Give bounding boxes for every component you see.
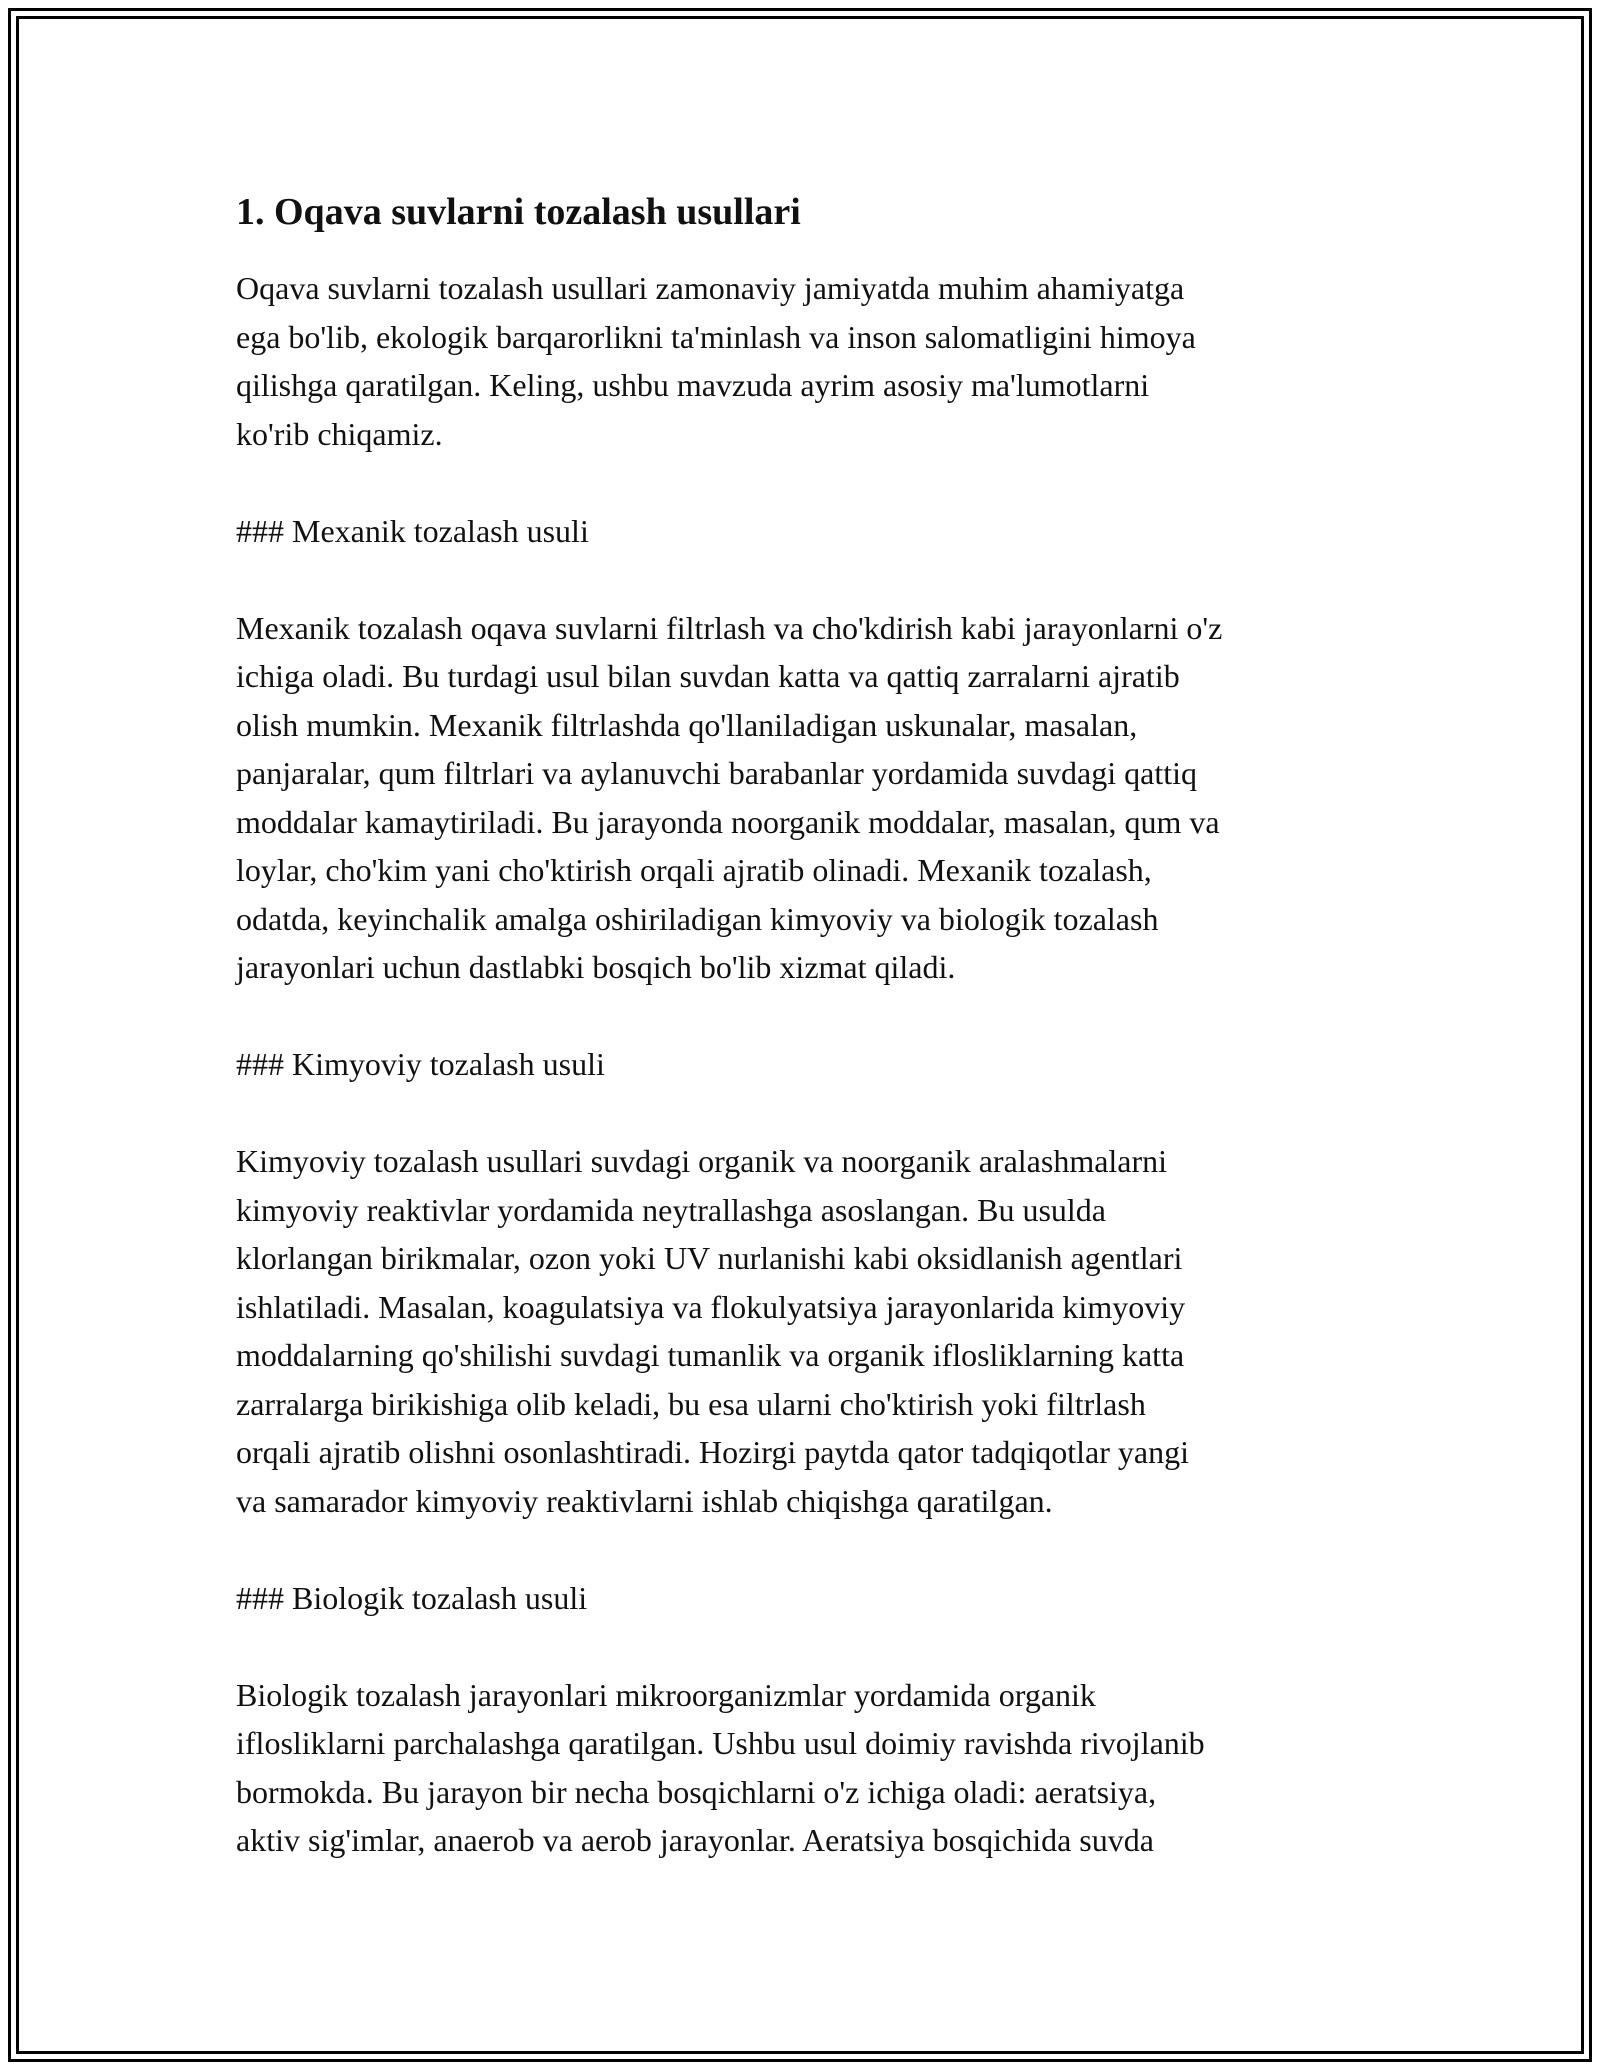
- section-paragraph-kimyoviy: [236, 1137, 1376, 1525]
- section-paragraph-mexanik: [236, 604, 1376, 992]
- text-line: panjaralar, qum filtrlari va aylanuvchi barabanlar yordamida suvdagi qattiq: [236, 755, 1198, 791]
- text-line: zarralarga birikishiga olib keladi, bu esa ularni cho'ktirish yoki filtrlash: [236, 1385, 1146, 1422]
- text-line: Kimyoviy tozalash usullari suvdagi organik va noorganik aralashmalarni: [236, 1143, 1168, 1179]
- text-line: Biologik tozalash jarayonlari mikroorganizmlar yordamida organik: [236, 1676, 1096, 1713]
- section-paragraph-biologik: [236, 1671, 1376, 1865]
- text-line: loylar, cho'kim yani cho'ktirish orqali ajratib olinadi. Mexanik tozalash,: [236, 852, 1152, 888]
- section-heading-biologik: ### Biologik tozalash usuli: [236, 1579, 588, 1616]
- text-line: Mexanik tozalash oqava suvlarni filtrlash va cho'kdirish kabi jarayonlarni o'z: [236, 609, 1223, 646]
- text-line: orqali ajratib olishni osonlashtiradi. Hozirgi paytda qator tadqiqotlar yangi: [236, 1434, 1189, 1470]
- text-line: jarayonlari uchun dastlabki bosqich bo'lib xizmat qiladi.: [236, 949, 956, 985]
- text-line: klorlangan birikmalar, ozon yoki UV nurlanishi kabi oksidlanish agentlari: [236, 1240, 1183, 1276]
- text-line: odatda, keyinchalik amalga oshiriladigan kimyoviy va biologik tozalash: [236, 900, 1159, 937]
- text-line: qilishga qaratilgan. Keling, ushbu mavzuda ayrim asosiy ma'lumotlarni: [236, 367, 1150, 403]
- section-heading-kimyoviy: ### Kimyoviy tozalash usuli: [236, 1046, 605, 1082]
- text-line: iflosliklаrni parchalashga qaratilgan. Ushbu usul doimiy ravishda rivojlanib: [236, 1725, 1205, 1761]
- text-line: kimyoviy reaktivlar yordamida neytrallashga asoslangan. Bu usulda: [236, 1191, 1106, 1228]
- text-line: moddalarning qo'shilishi suvdagi tumanlik va organik iflosliklаrning katta: [236, 1337, 1185, 1373]
- text-line: moddalar kamaytiriladi. Bu jarayonda noorganik moddalar, masalan, qum va: [236, 803, 1220, 840]
- section-heading-mexanik: ### Mexanik tozalash usuli: [236, 512, 589, 549]
- text-line: bormokda. Bu jarayon bir necha bosqichlarni o'z ichiga oladi: aeratsiya,: [236, 1773, 1157, 1810]
- text-line: ichiga oladi. Bu turdagi usul bilan suvdan katta va qattiq zarralarni ajratib: [236, 658, 1180, 694]
- text-line: olish mumkin. Mexanik filtrlashda qo'llaniladigan uskunalar, masalan,: [236, 706, 1138, 743]
- document-page: [236, 182, 1376, 1865]
- text-line: ega bo'lib, ekologik barqarorlikni ta'minlash va inson salomatligini himoya: [236, 318, 1196, 355]
- text-line: ishlatiladi. Masalan, koagulatsiya va flokulyatsiya jarayonlarida kimyoviy: [236, 1288, 1186, 1325]
- text-line: Oqava suvlarni tozalash usullari zamonaviy jamiyatda muhim ahamiyatga: [236, 270, 1185, 306]
- text-line: ko'rib chiqamiz.: [236, 415, 443, 452]
- intro-paragraph: [236, 264, 1376, 458]
- text-line: va samarador kimyoviy reaktivlarni ishlab chiqishga qaratilgan.: [236, 1482, 1053, 1519]
- text-line: aktiv sig'imlar, anaerob va aerob jarayonlar. Aeratsiya bosqichida suvda: [236, 1822, 1154, 1858]
- document-title: 1. Oqava suvlarni tozalash usullari: [236, 191, 801, 233]
